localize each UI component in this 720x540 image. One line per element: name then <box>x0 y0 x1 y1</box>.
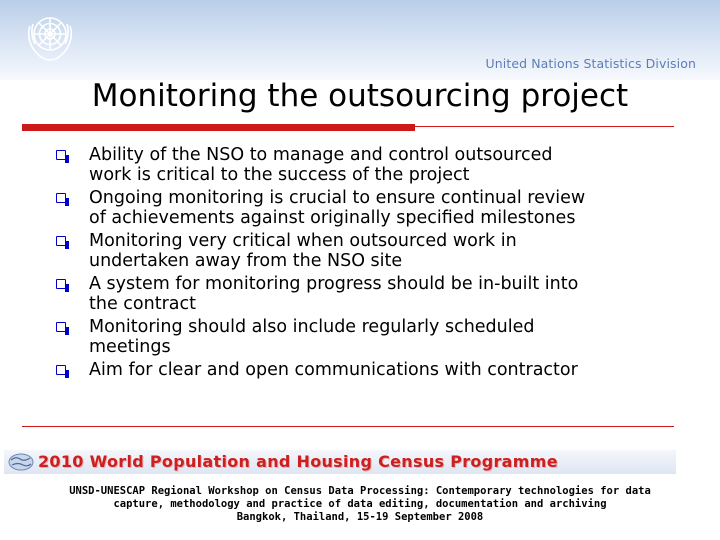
checkbox-bullet-icon <box>56 193 66 203</box>
checkbox-bullet-icon <box>56 322 66 332</box>
bullet-item <box>56 146 676 185</box>
un-emblem-icon <box>22 8 78 64</box>
bullet-line: Ongoing monitoring is crucial to ensure continual review <box>89 188 586 208</box>
bullet-line: Ability of the NSO to manage and control outsourced <box>89 145 553 165</box>
division-text: United Nations Statistics Division <box>485 56 696 71</box>
workshop-line: Bangkok, Thailand, 15-19 September 2008 <box>236 511 484 523</box>
bullet-list <box>56 146 676 385</box>
slide-title: Monitoring the outsourcing project <box>91 78 629 114</box>
title-underline-rule <box>22 126 674 127</box>
workshop-caption <box>20 485 700 524</box>
checkbox-bullet-icon <box>56 236 66 246</box>
bullet-item <box>56 318 676 357</box>
bullet-item <box>56 189 676 228</box>
footer-rule <box>22 426 674 427</box>
bullet-item <box>56 361 676 381</box>
bullet-line: Aim for clear and open communications with contractor <box>89 360 578 380</box>
checkbox-bullet-icon <box>56 279 66 289</box>
checkbox-bullet-icon <box>56 365 66 375</box>
globe-icon <box>6 452 36 472</box>
bullet-item <box>56 275 676 314</box>
bullet-line: undertaken away from the NSO site <box>89 250 403 271</box>
workshop-line: capture, methodology and practice of data editing, documentation and archiving <box>113 498 607 510</box>
bullet-line: Monitoring should also include regularly scheduled <box>89 317 535 337</box>
bullet-line: A system for monitoring progress should be in-built into <box>89 274 579 294</box>
bullet-line: meetings <box>89 336 171 357</box>
bullet-line: Monitoring very critical when outsourced work in <box>89 231 517 251</box>
workshop-line: UNSD-UNESCAP Regional Workshop on Census Data Processing: Contemporary technologies for data <box>69 485 651 497</box>
bullet-line: the contract <box>89 293 196 314</box>
bullet-line: work is critical to the success of the project <box>89 164 470 185</box>
banner-text: 2010 World Population and Housing Census Programme <box>38 452 558 471</box>
checkbox-bullet-icon <box>56 150 66 160</box>
bullet-item <box>56 232 676 271</box>
bullet-line: of achievements against originally specified milestones <box>89 207 576 228</box>
